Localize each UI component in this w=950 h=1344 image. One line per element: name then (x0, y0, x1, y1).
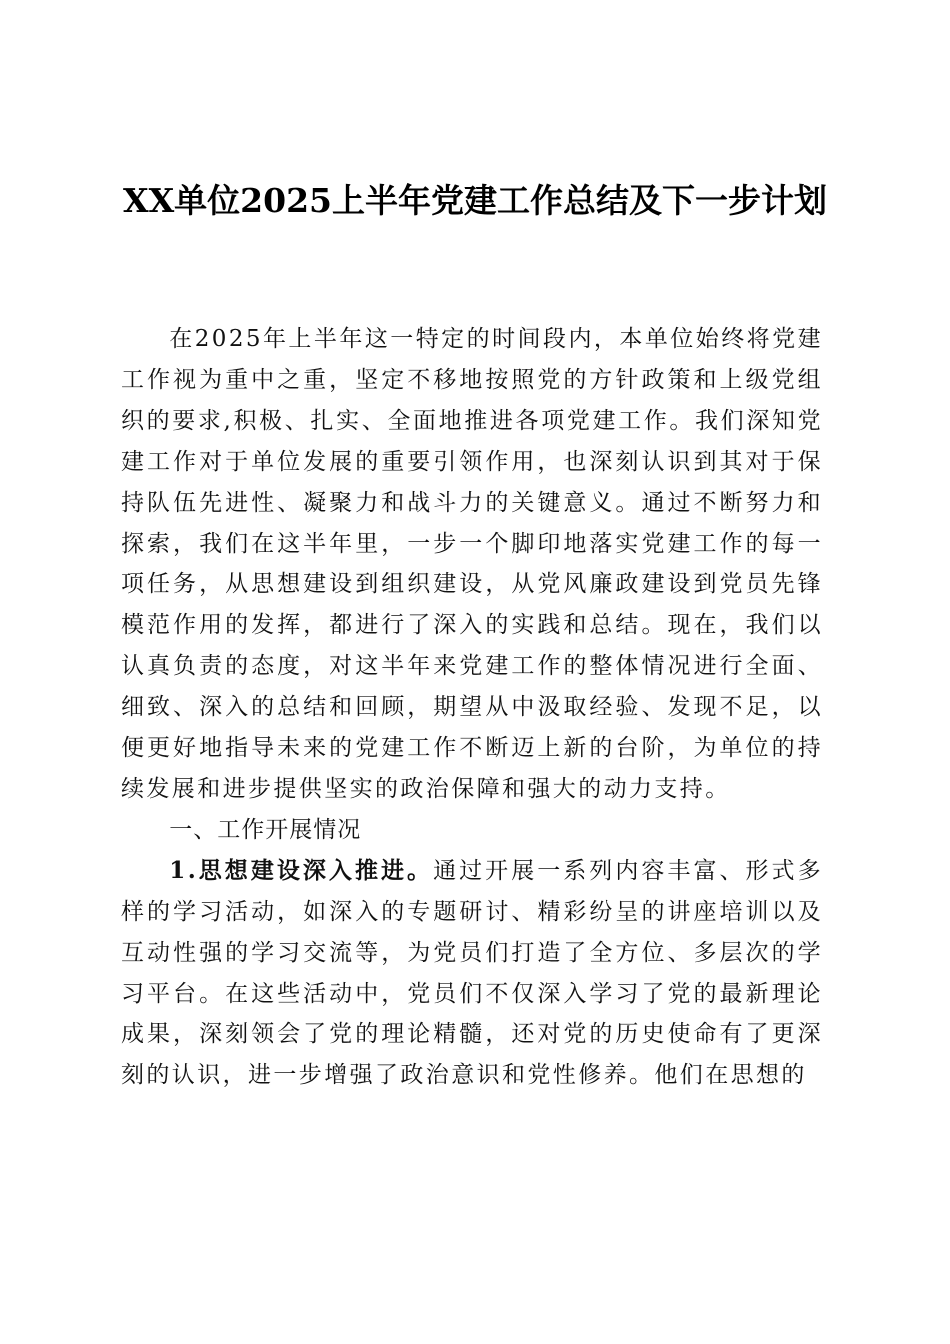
intro-paragraph: 在2025年上半年这一特定的时间段内，本单位始终将党建工作视为重中之重，坚定不移地按照党的方针政策和上级党组织的要求,积极、扎实、全面地推进各项党建工作。我们深知党建工作对于单位发展的重要引领作用，也深刻认识到其对于保持队伍先进性、凝聚力和战斗力的关键意义。通过不断努力和探索，我们在这半年里，一步一个脚印地落实党建工作的每一项任务，从思想建设到组织建设，从党风廉政建设到党员先锋模范作用的发挥，都进行了深入的实践和总结。现在，我们以认真负责的态度，对这半年来党建工作的整体情况进行全面、细致、深入的总结和回顾，期望从中汲取经验、发现不足，以便更好地指导未来的党建工作不断迈上新的台阶，为单位的持续发展和进步提供坚实的政治保障和强大的动力支持。 (121, 326, 823, 802)
section-heading-work-progress: 一、工作开展情况 (169, 816, 362, 843)
item-paragraph-ideological-building (121, 851, 823, 1096)
item-lead-ideological-building: 1.思想建设深入推进。 (169, 856, 434, 884)
document-title: XX单位2025上半年党建工作总结及下一步计划 (122, 181, 828, 220)
document-body (121, 319, 823, 1096)
item-text-ideological-building: 通过开展一系列内容丰富、形式多样的学习活动，如深入的专题研讨、精彩纷呈的讲座培训以及互动性强的学习交流等，为党员们打造了全方位、多层次的学习平台。在这些活动中，党员们不仅深入学习了党的最新理论成果，深刻领会了党的理论精髓，还对党的历史使命有了更深刻的认识，进一步增强了政治意识和党性修养。他们在思想的 (121, 857, 823, 1089)
